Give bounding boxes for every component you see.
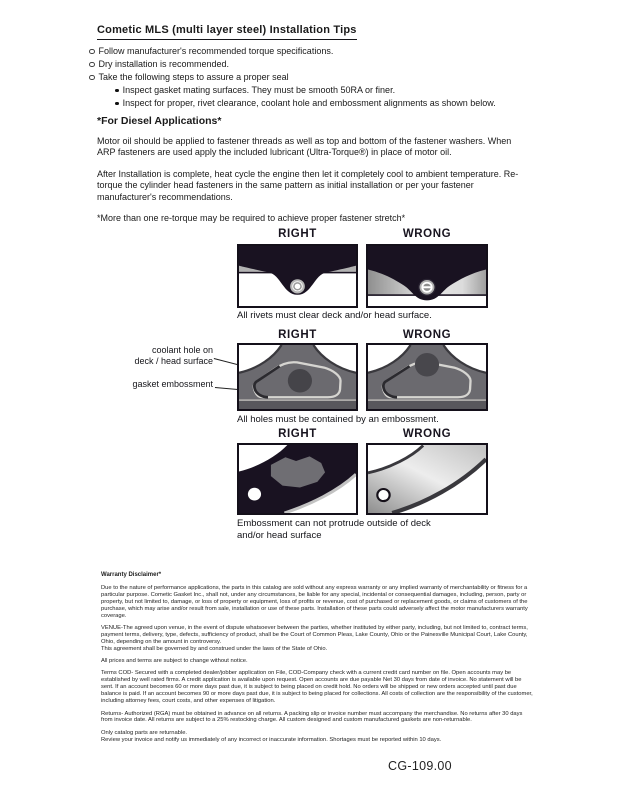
tip-text: Dry installation is recommended. xyxy=(98,59,230,69)
row2-right-heading: RIGHT xyxy=(278,329,317,341)
page-title: Cometic MLS (multi layer steel) Installation Tips xyxy=(97,24,357,40)
paragraph: After Installation is complete, heat cycle the engine then let it completely cool to ambient temperature. Re-torque the cylinder head fasteners in the same pattern as initial installation or per your fastener manufacturer's recommendations. xyxy=(97,168,519,202)
diagram-deck-right-panel xyxy=(237,443,358,515)
row3-right-heading: RIGHT xyxy=(278,428,317,440)
warranty-paragraph: All prices and terms are subject to change without notice. xyxy=(101,658,248,665)
circle-bullet-icon xyxy=(89,49,95,55)
warranty-paragraph: This agreement shall be governed by and construed under the laws of the State of Ohio. xyxy=(101,645,328,652)
page-code: CG-109.00 xyxy=(388,759,452,773)
warranty-paragraph: Only catalog parts are returnable. xyxy=(101,729,188,736)
tip-text: Inspect for proper, rivet clearance, coolant hole and embossment alignments as shown below. xyxy=(122,98,496,108)
tip-text: Inspect gasket mating surfaces. They must be smooth 50RA or finer. xyxy=(122,85,396,95)
diagram-rivet-right-panel xyxy=(237,244,358,308)
dot-bullet-icon xyxy=(115,89,119,93)
warranty-paragraph: Terms COD- Secured with a completed dealer/jobber application on File, COD-Company check with a current credit card number on file. Open accounts may be established by well rated firms. A credit application is available upon request. Open accounts are due payable Net 30 days from date of invoice. No statement will be sent. If an account becomes 60 or more days past due, it is subject to being placed on credit hold. No orders will be shipped or new orders accepted until past due balance is paid. If an account becomes 90 or more days past due, it is subject to being placed for collections. All costs of collection are the responsibility of the customer, including attorney fees, court costs, and other expenses of litigation. xyxy=(101,670,533,705)
paragraph: Motor oil should be applied to fastener threads as well as top and bottom of the fastener washers. When ARP fasteners are used apply the included lubricant (Ultra-Torque®) in place of motor oil. xyxy=(97,135,512,157)
diesel-applications-section xyxy=(97,116,527,225)
circle-bullet-icon xyxy=(89,75,95,81)
warranty-paragraph: Review your invoice and notify us immediately of any incorrect or inaccurate information. Shortages must be reported within 10 days. xyxy=(101,736,442,743)
warranty-paragraph: VENUE-The agreed upon venue, in the event of dispute whatsoever between the parties, whether instituted by either party, including, but not limited to, contract terms, payment terms, delivery, type, defects, sufficiency of product, shall be the Court of Common Pleas, Lake County, Ohio or the Painesville Municipal Court, Lake County, Ohio, depending on the amount in controversy. xyxy=(101,624,528,645)
row1-right-heading: RIGHT xyxy=(278,228,317,240)
row1-wrong-heading: WRONG xyxy=(402,228,452,240)
list-item xyxy=(115,97,537,110)
row1-caption: All rivets must clear deck and/or head surface. xyxy=(237,310,432,321)
dot-bullet-icon xyxy=(115,102,119,106)
row2-wrong-heading: WRONG xyxy=(402,329,452,341)
install-tips-list xyxy=(89,45,537,110)
row3-wrong-heading: WRONG xyxy=(402,428,452,440)
row3-caption: Embossment can not protrude outside of deck and/or head surface xyxy=(237,518,431,541)
note-text: *More than one re-torque may be required to achieve proper fastener stretch* xyxy=(97,213,406,223)
gasket-embossment-label: gasket embossment xyxy=(132,379,213,389)
warranty-disclaimer-section xyxy=(101,572,534,749)
tip-text: Follow manufacturer's recommended torque specifications. xyxy=(98,46,334,56)
coolant-hole-label: coolant hole on deck / head surface xyxy=(134,345,213,366)
warranty-paragraph: Returns- Authorized (RGA) must be obtained in advance on all returns. A packing slip or invoice number must accompany the merchandise. No returns after 30 days from invoice date. All returns are subject to a 25% restocking charge. All custom designed and custom manufactured gaskets are non-returnable. xyxy=(101,710,523,724)
list-item xyxy=(89,58,537,71)
list-item xyxy=(89,71,537,84)
diagram-hole-wrong-panel xyxy=(366,343,488,411)
diagram-hole-right-panel xyxy=(237,343,358,411)
circle-bullet-icon xyxy=(89,62,95,68)
diagram-rivet-wrong-panel xyxy=(366,244,488,308)
warranty-heading: Warranty Disclaimer* xyxy=(101,572,162,578)
list-item xyxy=(115,84,537,97)
list-item xyxy=(89,45,537,58)
diagram-deck-wrong-panel xyxy=(366,443,488,515)
row2-caption: All holes must be contained by an embossment. xyxy=(237,414,439,425)
warranty-paragraph: Due to the nature of performance applications, the parts in this catalog are sold without any express warranty or any implied warranty of merchantability or fitness for a particular purpose. Cometic Gasket Inc., shall not, under any circumstances, be liable for any special, incidental or consequential damages, including, person, party or property, but not limited to, damage, or loss of property or equipment, loss of profits or revenue, cost of purchased or replacement goods, or claims of customers of the purchase, which may arise and/or result from sale, installation or use of these parts. Installation of these parts could adversely affect the motor manufacturers warranty coverage. xyxy=(101,584,528,619)
tip-text: Take the following steps to assure a proper seal xyxy=(98,72,289,82)
section-heading: *For Diesel Applications* xyxy=(97,115,222,127)
